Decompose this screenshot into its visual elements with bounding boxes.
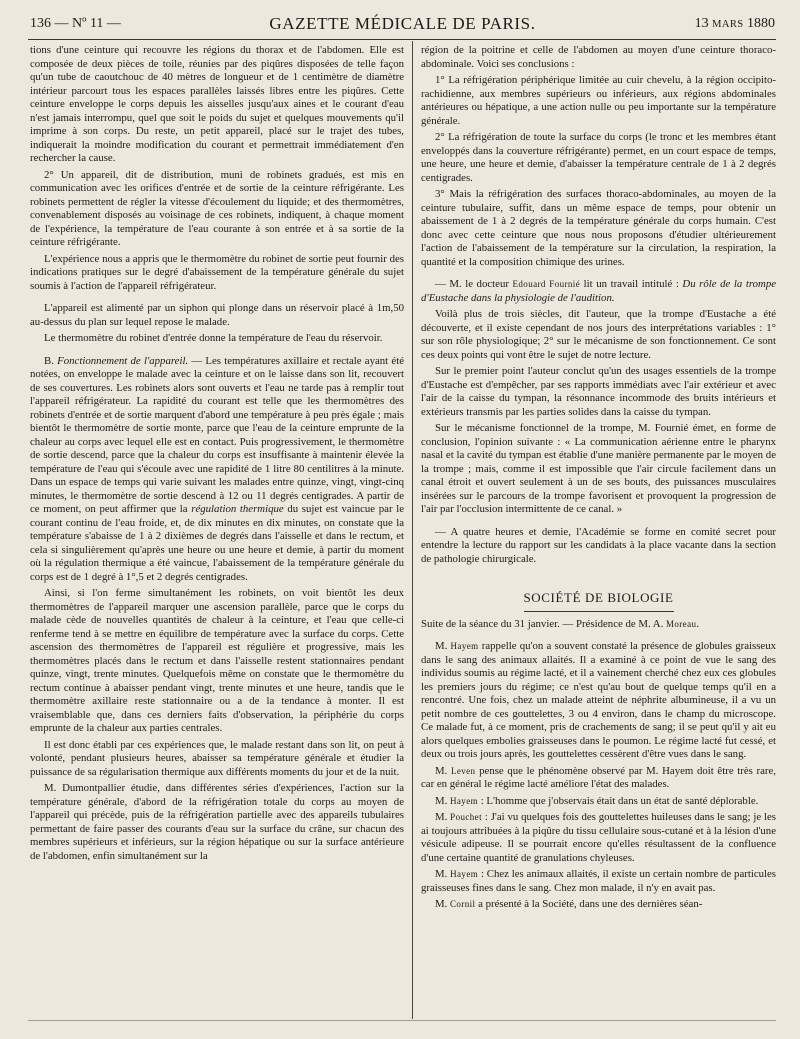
section-label: B. xyxy=(44,354,54,367)
date-month: MARS xyxy=(712,19,744,30)
paragraph: 2° Un appareil, dit de distribution, muni de robinets gradués, est mis en communication avec les orifices d'entrée et de sortie de la ceinture réfrigérante. Les robinets permettent de régler la vitesse d'écoulement du liquide; et des thermomètres, convenablement disposés au voisinage de ces robinets, indiquent, à chaque moment de l'expérience, la température de l'eau courante à son entrée et à sa sortie de la ceinture réfrigérante. xyxy=(30,168,404,248)
pouchet-paragraph: M. Pouchet : J'ai vu quelques fois des gouttelettes huileuses dans le sang; je les ai toujours attribuées à la piqûre du tissu cellulaire sous-cutané et à la lésion d'une vésicule adipeuse. Il se pourrait encore qu'elles résultassent de la confluence d'une certaine quantité de granulations chyleuses. xyxy=(421,811,777,864)
fournie-paragraph: — M. le docteur Edouard Fournié lit un travail intitulé : Du rôle de la trompe d'Eustache dans la physiologie de l'audition. xyxy=(421,278,777,304)
cornil-paragraph: M. Cornil a présenté à la Société, dans une des dernières séan- xyxy=(435,898,703,910)
issue-number: — Nº 11 — xyxy=(54,16,121,31)
section-title: SOCIÉTÉ DE BIOLOGIE xyxy=(523,590,674,605)
paragraph: tions d'une ceinture qui recouvre les régions du thorax et de l'abdomen. Elle est composée de deux pièces de toile, réunies par des piqûres disposées de telle façon qu'un tube de caoutchouc de 40 mètres de longueur et de 1 centimètre de diamètre intérieur parcourt tous les espaces parallèles laissés libres entre les piqûres. Cette ceinture enveloppe le corps depuis les aisselles jusqu'aux aines et le courant d'eau n'est jamais interrompu, quel que soit le poids du sujet et quelques mouvements qu'il imprime à son corps. Du reste, un petit appareil, placé sur le trajet des tubes, indiquerait la moindre modification du courant et permettrait immédiatement d'en rechercher la cause. xyxy=(30,44,404,164)
paragraph: Ainsi, si l'on ferme simultanément les robinets, on voit bientôt les deux thermomètres de l'appareil marquer une ascension parallèle, parce que le corps du malade cède de nouvelles quantités de chaleur à la ceinture, et l'eau que celle-ci renferme tend à se mettre en équilibre de température avec la surface du corps. Cette ascension des thermomètres de l'appareil est régulière et progressive, mais les thermomètres placés dans le rectum et dans l'aisselle restent stationnaires pendant quinze, vingt, trente minutes. Quelquefois même on constate que le thermomètre du rectum continue à abaisser pendant vingt, trente minutes et une heure, tandis que le thermomètre axillaire reste stationnaire ou a de la tendance à monter. Il est vraisemblable que, dans ces derniers faits d'observation, la périphérie du corps emprunte de la chaleur aux parties centrales. xyxy=(30,587,404,734)
left-column xyxy=(30,44,404,866)
work-title: Du rôle de la trompe d'Eustache dans la physiologie de l'audition. xyxy=(421,278,777,304)
conclusion-3: 3° Mais la réfrigération des surfaces thoraco-abdominales, au moyen de la ceinture tubulaire, suffit, dans un même espace de temps, pour obtenir un abaissement de 1 à 2 degrés de la température générale du corps humain. C'est donc avec cette ceinture que nous nous proposons d'étudier ultérieurement l'action de l'abaissement de la température sur la circulation, la respiration, la quantité et la composition chimique des urines. xyxy=(421,188,776,268)
conclusion-2: 2° La réfrigération de toute la surface du corps (le tronc et les membres étant enveloppés dans la couverture réfrigérante) permet, en un court espace de temps, une heure, une heure et demie, d'abaisser la température centrale de 1 à 2 degrés centigrades. xyxy=(421,131,776,184)
paragraph: Voilà plus de trois siècles, dit l'auteur, que la trompe d'Eustache a été découverte, et il existe cependant de nos jours des interprétations variables : 1° sur son rôle physiologique; 2° sur le mécanisme de son fonctionnement. Ce sont ces deux points qui vont être le sujet de notre lecture. xyxy=(421,308,776,361)
paragraph: M. Dumontpallier étudie, dans différentes séries d'expériences, l'action sur la température générale, d'abord de la réfrigération totale du corps au moyen de l'appareil qui précède, puis de la réfrigération partielle avec des appareils tubulaires permettant de faire passer des courants d'eau sur la surface du crâne, sur chacun des membres supérieurs et inférieurs, sur la région hépatique ou sur la surface antérieure de l'abdomen, enfin simultanément sur la xyxy=(30,782,404,862)
paragraph: — A quatre heures et demie, l'Académie se forme en comité secret pour entendre la lecture du rapport sur les candidats à la place vacante dans la section de pathologie chirurgicale. xyxy=(421,525,776,565)
column-divider xyxy=(412,41,413,1019)
paragraph: Sur le premier point l'auteur conclut qu'un des usages essentiels de la trompe d'Eustache est d'empêcher, par ses rapports immédiats avec l'air extérieur et avec l'air de la caisse du tympan, la résonnance incommode des bruits intérieurs et extérieurs transmis par les parties solides dans la caisse du tympan. xyxy=(421,365,776,418)
leven-paragraph: M. Leven pense que le phénomène observé par M. Hayem doit être très rare, car en général le régime lacté améliore l'état des malades. xyxy=(421,764,776,790)
issue-date xyxy=(695,16,775,32)
hayem-paragraph: M. Hayem rappelle qu'on a souvent constaté la présence de globules graisseux dans le sang des animaux allaités. Il a examiné à ce point de vue le sang des individus soumis au régime lacté, et il a vainement cherché chez eux ces globules les premiers jours du régime; ce n'est qu'au bout de quelque temps qu'il en a rencontré. Une fois, chez un malade atteint de néphrite albumineuse, il a vu un petit nombre de ces gouttelettes, 3 ou 4 environ, dans le champ du microscope. Ce malade fut, à ce moment, pris de crachements de sang; il se peut qu'il y ait eu alors quelques embolies graisseuses dans le poumon. Le régime lacté fut cessé, et deux ou trois jours après, les gouttelettes cessèrent d'être vues dans le sang. xyxy=(421,640,776,760)
date-day: 13 xyxy=(694,16,709,31)
right-column xyxy=(421,44,776,915)
header-rule xyxy=(28,39,776,40)
paragraph: L'expérience nous a appris que le thermomètre du robinet de sortie peut fournir des indications pratiques sur le degré d'abaissement de la température générale du sujet soumis à l'action de l'appareil réfrigérateur. xyxy=(30,252,404,292)
paragraph-fonctionnement: B. Fonctionnement de l'appareil. — Les températures axillaire et rectale ayant été notées, on enveloppe le malade avec la ceinture et on le laisse dans son lit, recouvert de ses couvertures. Les robinets alors sont ouverts et l'eau ne tarde pas à remplir tout l'appareil réfrigérateur. La rapidité du courant est telle que les thermomètres des robinets d'entrée et de sortie marquent d'abord une température à peu près égale ; mais bientôt le thermomètre de sortie monte, parce que l'eau de la ceinture emprunte de la chaleur au corps avec lequel elle est en contact. Puis progressivement, le thermomètre de sortie descend, parce que la chaleur du corps est insuffisante à maintenir élevée la température de l'eau qui s'écoule avec une rapidité de 1 litre 80 centilitres à la minute. Dans un espace de temps qui varie suivant les malades entre quinze, vingt, vingt-cinq minutes, le thermomètre de sortie descend à 12 ou 11 degrés centigrades. A partir de ce moment, on peut affirmer que la régulation thermique du sujet est vaincue par le courant continu de l'eau froide, et, de dix minutes en dix minutes, on constate que la température s'abaisse de 1 à 2 dixièmes de degrés dans l'aisselle et dans le rectum, et cela si singulièrement qu'après une heure ou une heure et demie, à partir du moment où la régulation thermique a été vaincue, l'abaissement de la température générale du corps est de 1 degré à 1°,5 et 2 degrés centigrades. xyxy=(30,354,405,583)
bottom-edge xyxy=(28,1020,776,1021)
conclusion-1: 1° La réfrigération périphérique limitée au cuir chevelu, à la région occipito-rachidienne, aux membres supérieurs ou inférieurs, aux régions abdominales antérieures ou hépatique, a une action nulle ou peu importante sur la température générale. xyxy=(421,74,776,127)
paragraph: Le thermomètre du robinet d'entrée donne la température de l'eau du réservoir. xyxy=(44,332,383,344)
paragraph: Sur le mécanisme fonctionnel de la trompe, M. Fournié émet, en forme de conclusion, l'opinion suivante : « La communication aérienne entre le pharynx nasal et la cavité du tympan est établie d'une manière permanente par le moyen de la trompe ; mais, comme il est impossible que l'air circule facilement dans un canal étroit et ouvert seulement à un de ses bouts, des puissances musculaires insérées sur le parcours de la trompe favorisent et provoquent la progression de l'air par l'occlusion intermittente de ce canal. » xyxy=(421,422,776,515)
section-heading: Fonctionnement de l'appareil. xyxy=(57,354,189,367)
running-header xyxy=(30,14,775,36)
journal-title: GAZETTE MÉDICALE DE PARIS. xyxy=(269,14,536,33)
section-rule xyxy=(524,611,674,612)
page-number: 136 xyxy=(30,16,51,31)
paragraph: L'appareil est alimenté par un siphon qui plonge dans un réservoir placé à 1m,50 au-dessus du plan sur lequel repose le malade. xyxy=(30,302,404,328)
seance-line: Suite de la séance du 31 janvier. — Présidence de M. A. Moreau. xyxy=(421,617,700,630)
president-name: Moreau xyxy=(665,618,697,629)
date-year: 1880 xyxy=(747,16,775,31)
paragraph: région de la poitrine et celle de l'abdomen au moyen d'une ceinture thoraco-abdominale. Voici ses conclusions : xyxy=(421,44,776,70)
hayem-reply-2: M. Hayem : Chez les animaux allaités, il existe un certain nombre de particules graisseuses fines dans le sang. Chez mon malade, il n'y en avait pas. xyxy=(421,868,777,894)
author-name: Edouard Fournié xyxy=(512,279,581,289)
paragraph: Il est donc établi par ces expériences que, le malade restant dans son lit, on peut à volonté, pendant plusieurs heures, abaisser sa température générale et étudier la puissance de sa régularisation thermique aux différents moments du jour et de la nuit. xyxy=(30,738,404,778)
hayem-reply: M. Hayem : L'homme que j'observais était dans un état de santé déplorable. xyxy=(435,794,759,807)
